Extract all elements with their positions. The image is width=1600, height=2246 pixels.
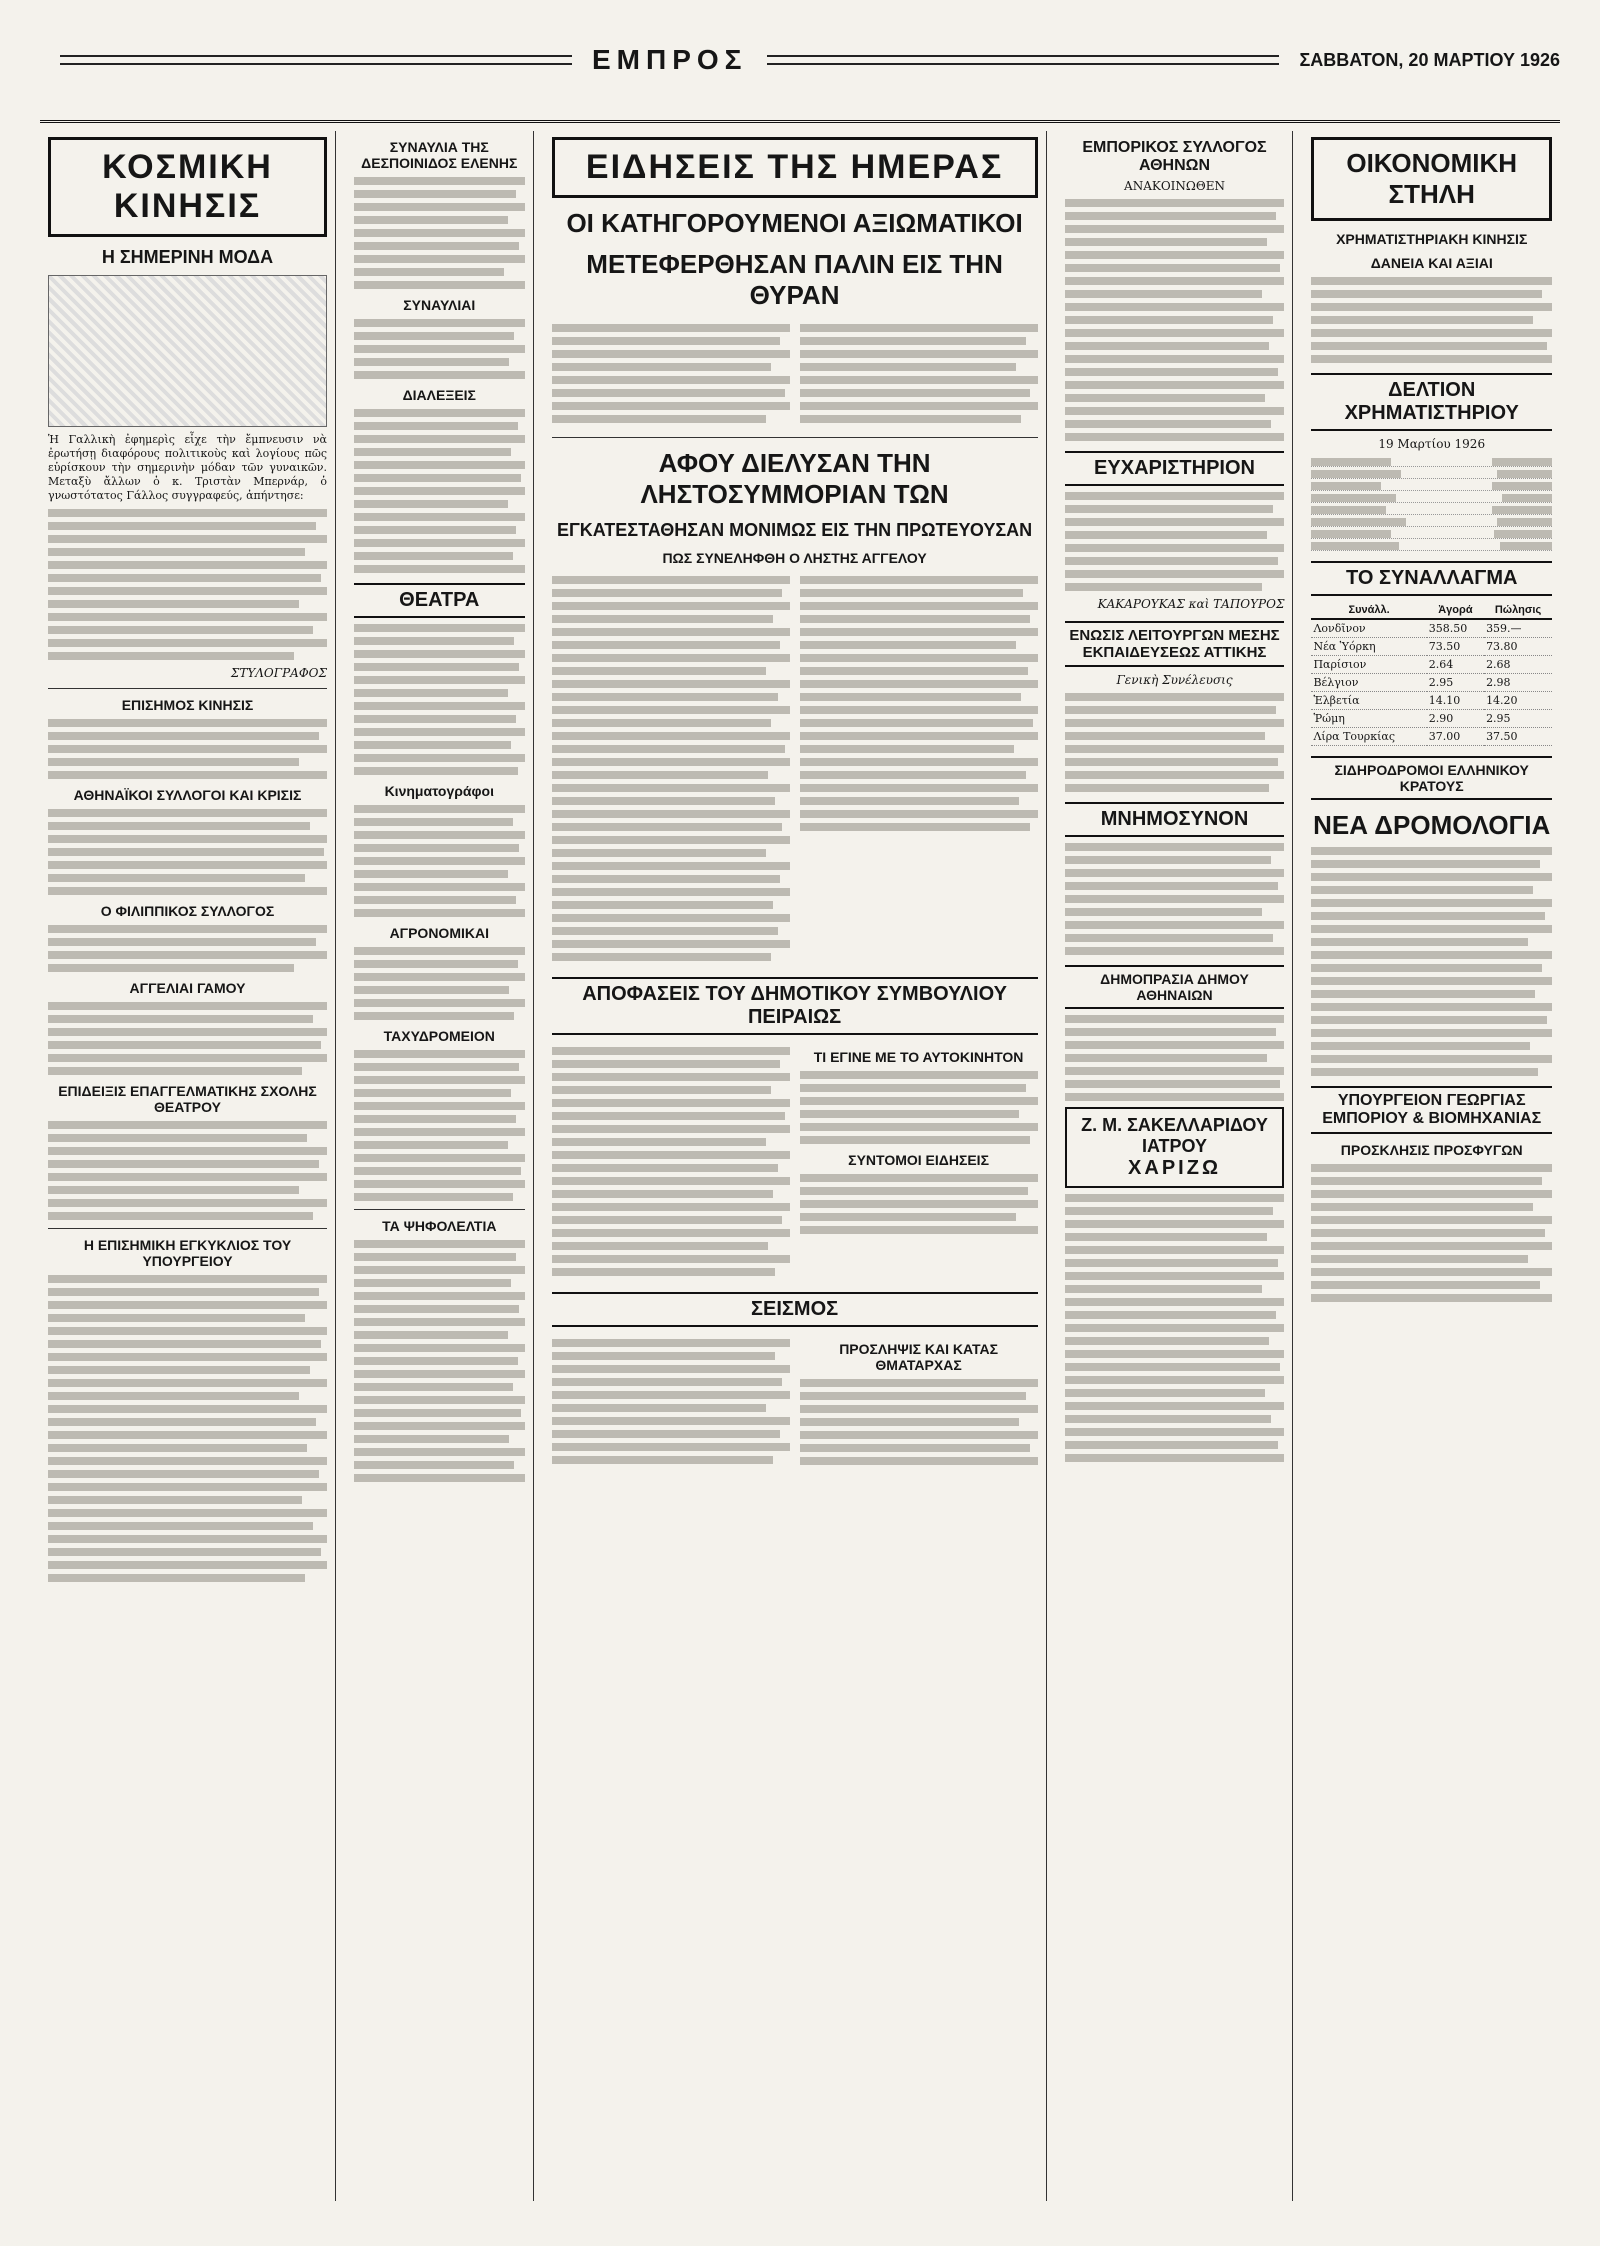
exchange-row — [1311, 728, 1552, 746]
buy-cell: 37.00 — [1427, 728, 1484, 746]
headline-auction: ΔΗΜΟΠΡΑΣΙΑ ΔΗΜΟΥ ΑΘΗΝΑΙΩΝ — [1065, 965, 1285, 1009]
issue-date: ΣΑΒΒΑΤΟΝ, 20 ΜΑΡΤΙΟΥ 1926 — [1299, 49, 1560, 70]
article-body-lines — [354, 1050, 525, 1201]
stock-quotes — [1311, 455, 1552, 551]
quote-row — [1311, 527, 1552, 539]
headline-teachers-union: ΕΝΩΣΙΣ ΛΕΙΤΟΥΡΓΩΝ ΜΕΣΗΣ ΕΚΠΑΙΔΕΥΣΕΩΣ ΑΤΤΙΚΗΣ — [1065, 621, 1285, 667]
section-banner-social: ΚΟΣΜΙΚΗ ΚΙΝΗΣΙΣ — [48, 137, 327, 237]
headline-official-news: ΕΠΙΣΗΜΟΣ ΚΙΝΗΣΙΣ — [121, 696, 254, 713]
columns — [40, 131, 1560, 2201]
two-column-text — [552, 570, 1038, 967]
headline-exchange-bulletin: ΔΕΛΤΙΟΝ ΧΡΗΜΑΤΙΣΤΗΡΙΟΥ — [1311, 373, 1552, 431]
headline-bandits-b: ΕΓΚΑΤΕΣΤΑΘΗΣΑΝ ΜΟΝΙΜΩΣ ΕΙΣ ΤΗΝ ΠΡΩΤΕΥΟΥΣΑΝ — [556, 519, 1033, 540]
headline-bandits-a: ΑΦΟΥ ΔΙΕΛΥΣΑΝ ΤΗΝ ΛΗΣΤΟΣΥΜΜΟΡΙΑΝ ΤΩΝ — [640, 447, 949, 509]
exchange-table-header — [1311, 602, 1552, 619]
sell-cell: 14.20 — [1484, 692, 1552, 710]
currency-cell: Λονδῖνον — [1311, 619, 1426, 638]
headline-circular: Η ΕΠΙΣΗΜΙΚΗ ΕΓΚΥΚΛΙΟΣ ΤΟΥ ΥΠΟΥΡΓΕΙΟΥ — [83, 1236, 292, 1269]
sell-cell: 73.80 — [1484, 638, 1552, 656]
exchange-table — [1311, 602, 1552, 746]
headline-refugees-invitation: ΠΡΟΣΚΛΗΣΙΣ ΠΡΟΣΦΥΓΩΝ — [1340, 1142, 1523, 1159]
currency-cell: Λίρα Τουρκίας — [1311, 728, 1426, 746]
signature: ΚΑΚΑΡΟΥΚΑΣ καὶ ΤΑΠΟΥΡΟΣ — [1097, 597, 1285, 611]
divider — [48, 688, 327, 689]
news-column-right — [800, 1041, 1038, 1282]
newspaper-name: ΕΜΠΡΟΣ — [591, 44, 748, 75]
article-body-lines — [1311, 1164, 1552, 1302]
article-body-lines — [1311, 277, 1552, 363]
headline-piraeus-council: ΑΠΟΦΑΣΕΙΣ ΤΟΥ ΔΗΜΟΤΙΚΟΥ ΣΥΜΒΟΥΛΙΟΥ ΠΕΙΡΑΙΩΣ — [552, 977, 1038, 1035]
headline-concerts: ΣΥΝΑΥΛΙΑΙ — [403, 297, 476, 313]
headline-wedding: ΑΓΓΕΛΙΑΙ ΓΑΜΟΥ — [129, 979, 246, 996]
exchange-row — [1311, 638, 1552, 656]
buy-cell: 2.64 — [1427, 656, 1484, 674]
headline-ballots: ΤΑ ΨΗΦΟΛΕΛΤΙΑ — [382, 1218, 497, 1234]
fashion-article-text: Ἡ Γαλλικὴ ἐφημερὶς εἶχε τὴν ἔμπνευσιν νὰ ἐρωτήσῃ διαφόρους πολιτικοὺς καὶ λογίους πῶς εὑρίσκουν τὴν σημερινὴν μόδαν τῶν γυναικῶν. Μεταξὺ ἄλλων ὁ κ. Τριστὰν Μπερνάρ, ὁ γνωστότατος Γάλλος συγγραφεύς, ἀπήντησε: — [48, 432, 327, 502]
general-assembly-label: Γενικὴ Συνέλευσις — [1116, 673, 1233, 687]
sell-cell: 359.— — [1484, 619, 1552, 638]
doctor-advertisement — [1065, 1107, 1285, 1188]
article-body-lines — [800, 324, 1038, 423]
article-body-lines — [354, 947, 525, 1020]
currency-cell: Παρίσιον — [1311, 656, 1426, 674]
exchange-row — [1311, 710, 1552, 728]
headline-memorial: ΜΝΗΜΟΣΥΝΟΝ — [1065, 802, 1285, 837]
byline: ΣΤΥΛΟΓΡΑΦΟΣ — [230, 665, 327, 680]
notice-label: ΑΝΑΚΟΙΝΩΘΕΝ — [1124, 179, 1225, 193]
header-buy: Ἀγορά — [1427, 602, 1484, 619]
fashion-illustration — [48, 275, 327, 427]
article-body-lines — [800, 1071, 1038, 1144]
headline-loans: ΔΑΝΕΙΑ ΚΑΙ ΑΞΙΑΙ — [1370, 255, 1493, 271]
section-banner-economy: ΟΙΚΟΝΟΜΙΚΗ ΣΤΗΛΗ — [1311, 137, 1552, 221]
news-column-right — [800, 1333, 1038, 1471]
article-body-lines — [354, 805, 525, 917]
divider — [354, 1209, 525, 1210]
headline-short-news: ΣΥΝΤΟΜΟΙ ΕΙΔΗΣΕΙΣ — [848, 1151, 989, 1168]
headline-schedules: ΝΕΑ ΔΡΟΜΟΛΟΓΙΑ — [1313, 810, 1551, 840]
headline-officers-b: ΜΕΤΕΦΕΡΘΗΣΑΝ ΠΑΛΙΝ ΕΙΣ ΤΗΝ ΘΥΡΑΝ — [586, 249, 1003, 311]
headline-concert: ΣΥΝΑΥΛΙΑ ΤΗΣ ΔΕΣΠΟΙΝΙΔΟΣ ΕΛΕΝΗΣ — [361, 139, 518, 171]
article-body-lines — [552, 576, 790, 961]
article-body-lines — [800, 1379, 1038, 1465]
article-body-lines — [1065, 1015, 1285, 1101]
headline-officers-a: ΟΙ ΚΑΤΗΓΟΡΟΥΜΕΝΟΙ ΑΞΙΩΜΑΤΙΚΟΙ — [566, 208, 1023, 238]
headline-exchange: ΤΟ ΣΥΝΑΛΛΑΓΜΑ — [1311, 561, 1552, 596]
buy-cell: 2.95 — [1427, 674, 1484, 692]
quote-row — [1311, 515, 1552, 527]
article-body-lines — [552, 324, 790, 423]
masthead — [40, 0, 1560, 123]
article-body-lines — [1065, 693, 1285, 792]
article-body-lines — [48, 719, 327, 779]
quote-row — [1311, 479, 1552, 491]
two-column-text — [552, 1333, 1038, 1471]
masthead-rule-right — [767, 55, 1279, 65]
headline-bandits-c: ΠΩΣ ΣΥΝΕΛΗΦΘΗ Ο ΛΗΣΤΗΣ ΑΓΓΕΛΟΥ — [662, 549, 927, 566]
article-body-lines — [354, 319, 525, 379]
headline-post-office: ΤΑΧΥΔΡΟΜΕΙΟΝ — [383, 1028, 495, 1044]
quote-row — [1311, 539, 1552, 551]
article-body-lines — [48, 1121, 327, 1220]
article-body-lines — [1065, 843, 1285, 955]
headline-lectures: ΔΙΑΛΕΞΕΙΣ — [402, 387, 476, 403]
two-column-text — [552, 1041, 1038, 1282]
quote-row — [1311, 467, 1552, 479]
headline-clubs: ΑΘΗΝΑΪΚΟΙ ΣΥΛΛΟΓΟΙ ΚΑΙ ΚΡΙΣΙΣ — [73, 786, 302, 803]
article-body-lines — [1065, 492, 1285, 591]
article-body-lines — [354, 624, 525, 775]
article-body-lines — [48, 925, 327, 972]
header-sell: Πώλησις — [1484, 602, 1552, 619]
headline-merchants: ΕΜΠΟΡΙΚΟΣ ΣΥΛΛΟΓΟΣ ΑΘΗΝΩΝ — [1082, 139, 1267, 174]
doctor-name: Ζ. Μ. ΣΑΚΕΛΛΑΡΙΔΟΥ ΙΑΤΡΟΥ — [1081, 1115, 1268, 1156]
buy-cell: 358.50 — [1427, 619, 1484, 638]
currency-cell: Ἑλβετία — [1311, 692, 1426, 710]
headline-recruitment: ΠΡΟΣΛΗΨΙΣ ΚΑΙ ΚΑΤΑΣ ΘΜΑΤΑΡΧΑΣ — [839, 1340, 998, 1373]
article-body-lines — [800, 576, 1038, 961]
headline-philippian-club: Ο ΦΙΛΙΠΠΙΚΟΣ ΣΥΛΛΟΓΟΣ — [100, 902, 275, 919]
column-3 — [544, 131, 1047, 2201]
article-body-lines — [354, 409, 525, 573]
article-body-lines — [1311, 847, 1552, 1076]
two-column-text — [552, 318, 1038, 429]
currency-cell: Βέλγιον — [1311, 674, 1426, 692]
sell-cell: 37.50 — [1484, 728, 1552, 746]
section-banner-news: ΕΙΔΗΣΕΙΣ ΤΗΣ ΗΜΕΡΑΣ — [552, 137, 1038, 198]
sell-cell: 2.98 — [1484, 674, 1552, 692]
sell-cell: 2.68 — [1484, 656, 1552, 674]
article-body-lines — [48, 1002, 327, 1075]
buy-cell: 2.90 — [1427, 710, 1484, 728]
divider — [48, 1228, 327, 1229]
headline-theatre-school: ΕΠΙΔΕΙΞΙΣ ΕΠΑΓΓΕΛΜΑΤΙΚΗΣ ΣΧΟΛΗΣ ΘΕΑΤΡΟΥ — [58, 1082, 317, 1115]
quote-row — [1311, 455, 1552, 467]
exchange-row — [1311, 656, 1552, 674]
sell-cell: 2.95 — [1484, 710, 1552, 728]
buy-cell: 14.10 — [1427, 692, 1484, 710]
headline-automobile: ΤΙ ΕΓΙΝΕ ΜΕ ΤΟ ΑΥΤΟΚΙΝΗΤΟΝ — [813, 1048, 1024, 1065]
quote-row — [1311, 491, 1552, 503]
headline-theatres: ΘΕΑΤΡΑ — [354, 583, 525, 618]
currency-cell: Ῥώμη — [1311, 710, 1426, 728]
article-body-lines — [1065, 1194, 1285, 1462]
headline-stock-movement: ΧΡΗΜΑΤΙΣΤΗΡΙΑΚΗ ΚΙΝΗΣΙΣ — [1336, 231, 1528, 247]
bulletin-date: 19 Μαρτίου 1926 — [1378, 437, 1486, 451]
headline-agronomy: ΑΓΡΟΝΟΜΙΚΑΙ — [389, 925, 489, 941]
article-body-lines — [48, 509, 327, 660]
column-5 — [1057, 131, 1294, 2201]
quote-row — [1311, 503, 1552, 515]
exchange-row — [1311, 674, 1552, 692]
header-currency: Συνάλλ. — [1311, 602, 1426, 619]
column-6 — [1303, 131, 1560, 2201]
currency-cell: Νέα Ὑόρκη — [1311, 638, 1426, 656]
article-body-lines — [1065, 199, 1285, 441]
divider — [552, 437, 1038, 438]
article-body-lines — [552, 1339, 790, 1465]
masthead-rule-left — [60, 55, 572, 65]
article-body-lines — [48, 1275, 327, 1582]
headline-thanks: ΕΥΧΑΡΙΣΤΗΡΙΟΝ — [1065, 451, 1285, 486]
headline-cinemas: Κινηματογράφοι — [384, 783, 494, 799]
ad-title: ΧΑΡΙΖΩ — [1128, 1157, 1221, 1179]
buy-cell: 73.50 — [1427, 638, 1484, 656]
article-body-lines — [800, 1174, 1038, 1234]
headline-ministry: ΥΠΟΥΡΓΕΙΟΝ ΓΕΩΡΓΙΑΣ ΕΜΠΟΡΙΟΥ & ΒΙΟΜΗΧΑΝΙΑΣ — [1311, 1086, 1552, 1134]
column-2 — [346, 131, 534, 2201]
exchange-row — [1311, 619, 1552, 638]
headline-fashion: Η ΣΗΜΕΡΙΝΗ ΜΟΔΑ — [101, 247, 274, 267]
headline-railways: ΣΙΔΗΡΟΔΡΟΜΟΙ ΕΛΛΗΝΙΚΟΥ ΚΡΑΤΟΥΣ — [1311, 756, 1552, 800]
article-body-lines — [552, 1047, 790, 1276]
article-body-lines — [354, 1240, 525, 1482]
column-1 — [40, 131, 336, 2201]
article-body-lines — [48, 809, 327, 895]
exchange-row — [1311, 692, 1552, 710]
article-body-lines — [354, 177, 525, 289]
headline-earthquake: ΣΕΙΣΜΟΣ — [552, 1292, 1038, 1327]
